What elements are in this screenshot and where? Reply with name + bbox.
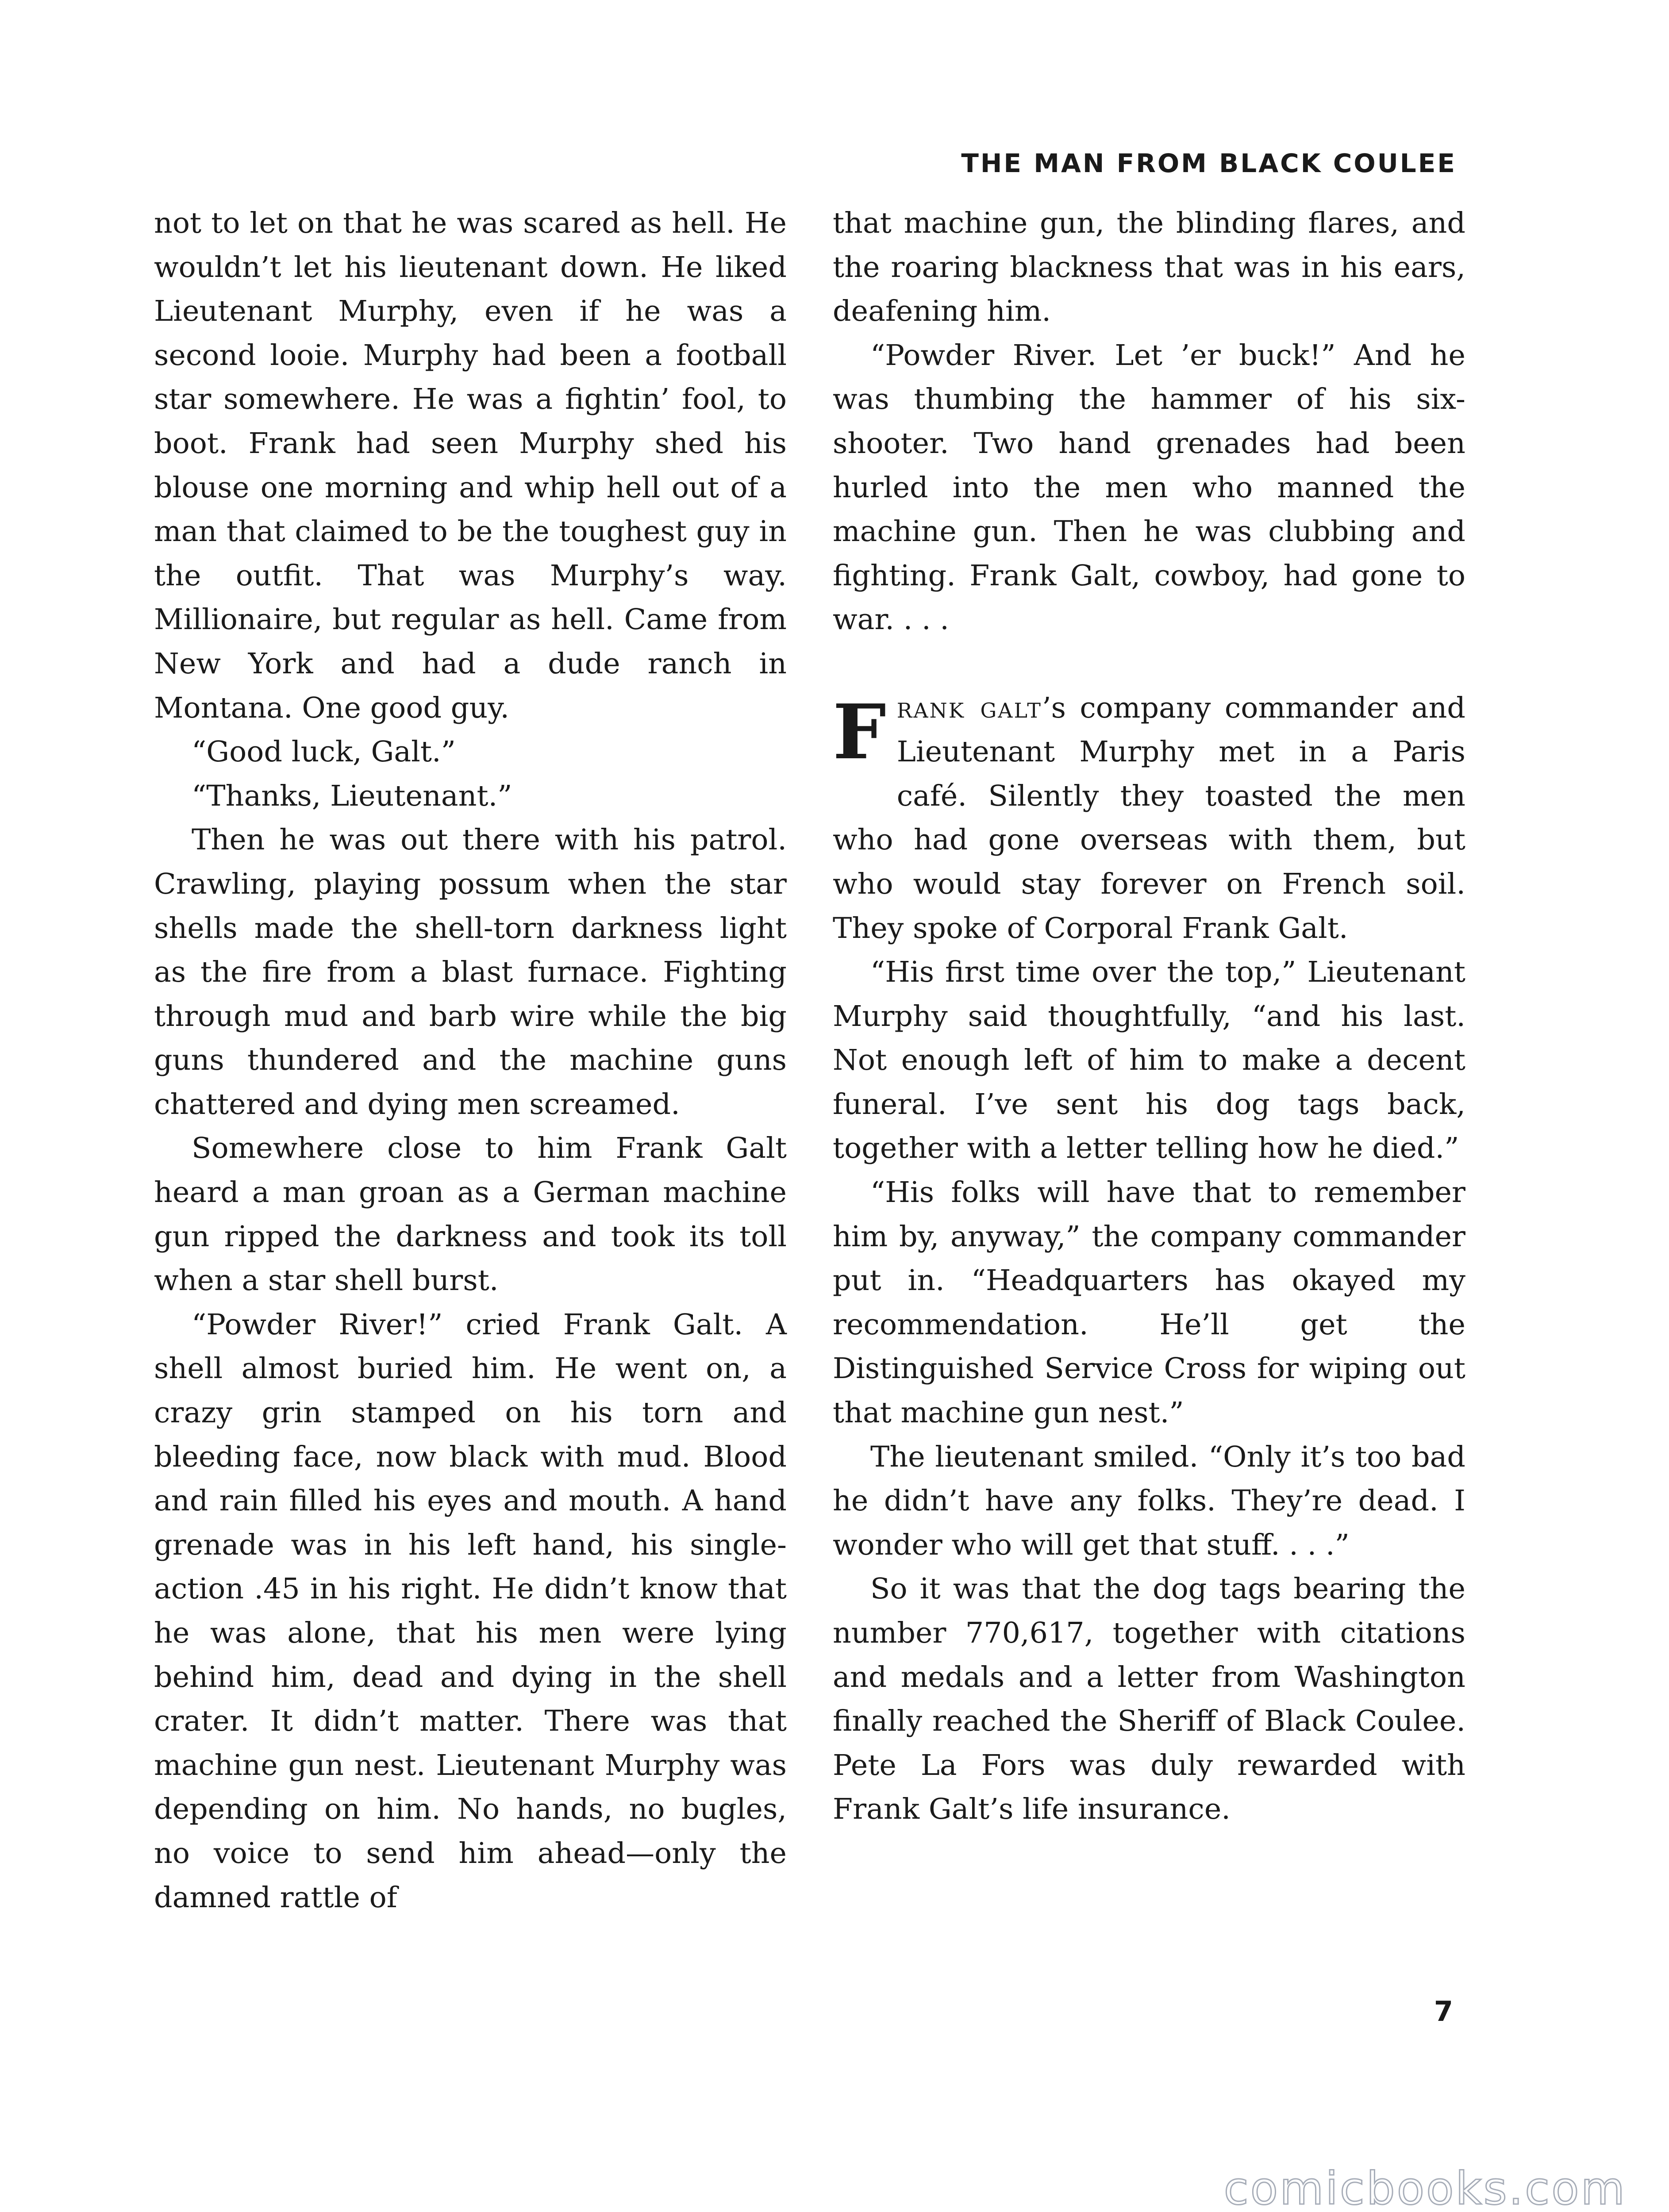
right-column bbox=[833, 201, 1465, 1832]
paragraph: “His first time over the top,” Lieutenant Murphy said thoughtfully, “and his last. Not enough left of him to make a decent funeral. I’ve sent his dog tags back, together with a letter telling how he died.” bbox=[833, 956, 1465, 1165]
paragraph: So it was that the dog tags bearing the number 770,617, together with citations and medals and a letter from Washington finally reached the Sheriff of Black Coulee. Pete La Fors was duly rewarded with Frank Galt’s life insurance. bbox=[833, 1572, 1465, 1826]
paragraph: “Powder River!” cried Frank Galt. A shell almost buried him. He went on, a crazy grin stamped on his torn and bleeding face, now black with mud. Blood and rain filled his eyes and mouth. A hand grenade was in his left hand, his single-action .45 in his right. He didn’t know that he was alone, that his men were lying behind him, dead and dying in the shell crater. It didn’t matter. There was that machine gun nest. Lieutenant Murphy was depending on him. No hands, no bugles, no voice to send him ahead—only the damned rattle of bbox=[154, 1308, 787, 1914]
small-caps-lead: rank galt bbox=[896, 691, 1042, 725]
paragraph: Somewhere close to him Frank Galt heard a man groan as a German machine gun ripped the darkness and took its toll when a star shell burst. bbox=[154, 1132, 787, 1298]
paragraph: that machine gun, the blinding flares, and the roaring blackness that was in his ears, deafening him. bbox=[833, 207, 1465, 328]
left-column bbox=[154, 201, 787, 1920]
paragraph: not to let on that he was scared as hell. He wouldn’t let his lieutenant down. He liked Lieutenant Murphy, even if he was a second looie. Murphy had been a football star somewhere. He was a fightin’ fool, to boot. Frank had seen Murphy shed his blouse one morning and whip hell out of a man that claimed to be the toughest guy in the outfit. That was Murphy’s way. Millionaire, but regular as hell. Came from New York and had a dude ranch in Montana. One good guy. bbox=[154, 207, 787, 725]
paragraph: The lieutenant smiled. “Only it’s too bad he didn’t have any folks. They’re dead. I wonder who will get that stuff. . . .” bbox=[833, 1440, 1465, 1562]
watermark: comicbooks.com bbox=[1223, 2162, 1627, 2212]
section-text: ’s company commander and Lieutenant Murphy met in a Paris café. Silently they toasted the men who had gone overseas with them, but who would stay forever on French soil. They spoke of Corporal Frank Galt. bbox=[833, 691, 1465, 945]
section-opening-paragraph bbox=[833, 686, 1465, 951]
drop-cap: F bbox=[833, 687, 886, 776]
paragraph: “Good luck, Galt.” bbox=[192, 735, 456, 769]
page-number: 7 bbox=[1434, 1995, 1453, 2028]
paragraph: “Powder River. Let ’er buck!” And he was thumbing the hammer of his six-shooter. Two hand grenades had been hurled into the men who manned the machine gun. Then he was clubbing and fighting. Frank Galt, cowboy, had gone to war. . . . bbox=[833, 338, 1465, 637]
paragraph: “Thanks, Lieutenant.” bbox=[192, 779, 512, 813]
paragraph: Then he was out there with his patrol. Crawling, playing possum when the star shells made the shell-torn darkness light as the fire from a blast furnace. Fighting through mud and barb wire while the big guns thundered and the machine guns chattered and dying men screamed. bbox=[154, 823, 787, 1121]
paragraph: “His folks will have that to remember him by, anyway,” the company commander put in. “Headquarters has okayed my recommendation. He’ll get the Distinguished Service Cross for wiping out that machine gun nest.” bbox=[833, 1176, 1465, 1430]
running-header: THE MAN FROM BLACK COULEE bbox=[961, 148, 1457, 178]
